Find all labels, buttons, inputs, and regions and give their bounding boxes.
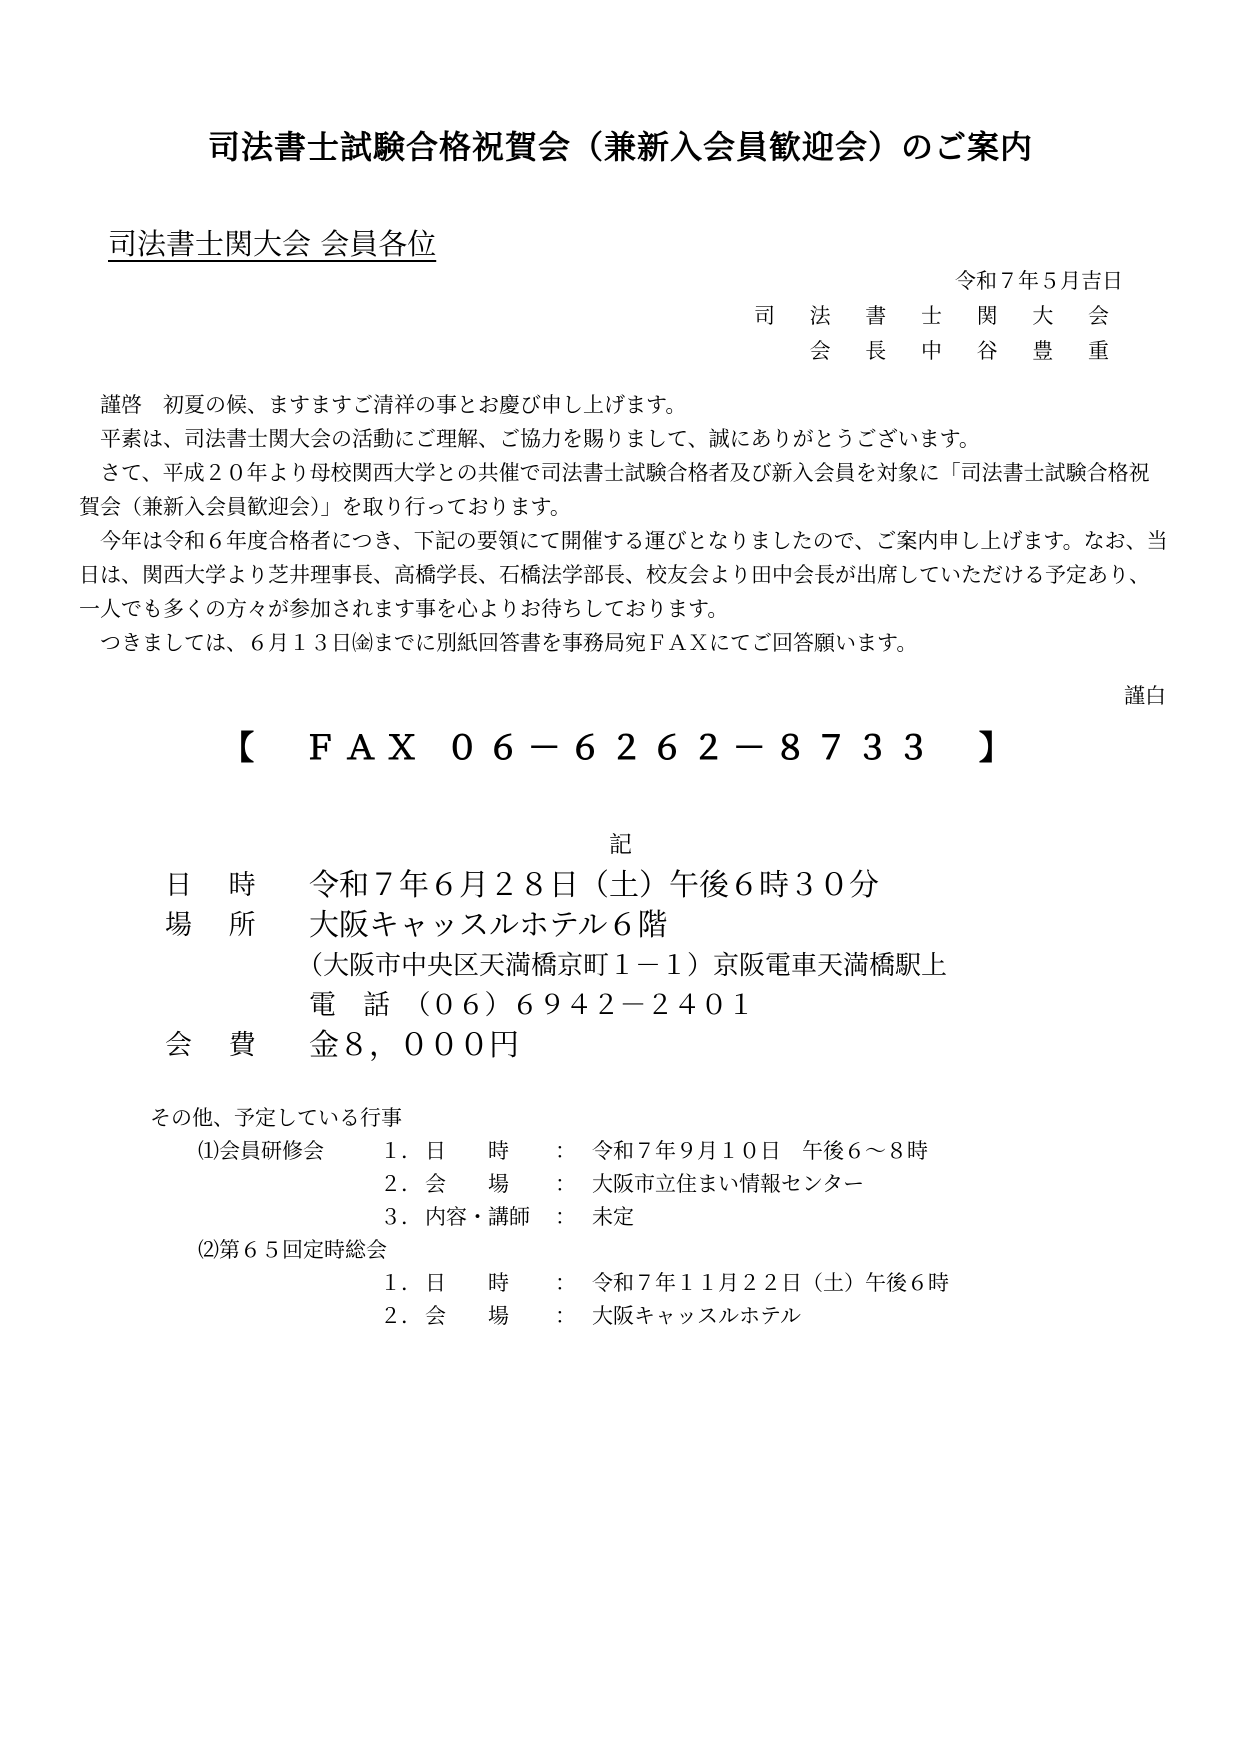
venue-value: 大阪キャッスルホテル６階: [309, 908, 668, 943]
body-paragraph-2: 平素は、司法書士関大会の活動にご理解、ご協力を賜りまして、誠にありがとうございます。: [100, 427, 980, 451]
body-paragraph-1: 謹啓 初夏の候、ますますご清祥の事とお慶び申し上げます。: [100, 393, 687, 417]
datetime-value: 令和７年６月２８日（土）午後６時３０分: [309, 868, 879, 903]
venue-address: （大阪市中央区天満橋京町１－１）京阪電車天満橋駅上: [297, 951, 948, 981]
event-details: [165, 866, 947, 1066]
venue-label: 場 所: [165, 910, 270, 941]
body-paragraph-5: つきましては、６月１３日㈮までに別紙回答書を事務局宛ＦＡＸにてご回答願います。: [100, 631, 918, 655]
sender-block: [754, 264, 1123, 369]
addressee: 司法書士関大会 会員各位: [108, 227, 437, 261]
schedule-row: ３． 内容・講師 ： 未定: [380, 1205, 634, 1229]
event-name: ⑴会員研修会: [198, 1139, 324, 1163]
letter-body: [79, 388, 1169, 660]
body-paragraph-4: 今年は令和６年度合格者につき、下記の要領にて開催する運びとなりましたので、ご案内申し上げます。なお、当日は、関西大学より芝井理事長、高橋学長、石橋法学部長、校友会より田中会長が出席していただける予定あり、一人でも多くの方々が参加されます事を心よりお待ちしております。: [79, 529, 1168, 621]
fax-number: 【 ＦＡＸ ０６－６２６２－８７３３ 】: [221, 728, 1020, 767]
detail-row-address: [165, 946, 947, 986]
detail-row-fee: [165, 1026, 947, 1066]
event-name: ⑵第６５回定時総会: [198, 1238, 387, 1262]
ki-heading: 記: [609, 832, 632, 858]
sender-organization: 司 法 書 士 関 大 会: [753, 304, 1123, 328]
fee-value: 金８，０００円: [309, 1028, 519, 1063]
detail-row-phone: [165, 986, 947, 1026]
body-paragraph-3: さて、平成２０年より母校関西大学との共催で司法書士試験合格者及び新入会員を対象に「司法書士試験合格祝賀会（兼新入会員歓迎会）」を取り行っております。: [79, 461, 1150, 519]
schedule-row: ２． 会 場 ： 大阪キャッスルホテル: [380, 1304, 801, 1328]
document-title: 司法書士試験合格祝賀会（兼新入会員歓迎会）のご案内: [207, 128, 1033, 166]
schedule-list: [198, 1135, 949, 1333]
sender-representative: 会 長 中 谷 豊 重: [809, 339, 1123, 363]
datetime-label: 日 時: [165, 870, 270, 901]
closing-salutation: 謹白: [1124, 684, 1166, 708]
schedule-row: １． 日 時 ： 令和７年１１月２２日（土）午後６時: [380, 1271, 949, 1295]
detail-row-venue: [165, 906, 947, 946]
other-events-heading: その他、予定している行事: [150, 1106, 402, 1130]
other-events: [150, 1102, 949, 1333]
schedule-row: ２． 会 場 ： 大阪市立住まい情報センター: [380, 1172, 865, 1196]
schedule-row: ⑴会員研修会 １． 日 時 ： 令和７年９月１０日 午後６～８時: [198, 1135, 949, 1168]
venue-phone: 電 話 （０６）６９４２－２４０１: [309, 990, 755, 1021]
issue-date: 令和７年５月吉日: [955, 269, 1123, 293]
schedule-row: [198, 1234, 949, 1267]
fee-label: 会 費: [165, 1030, 270, 1061]
detail-row-datetime: [165, 866, 947, 906]
